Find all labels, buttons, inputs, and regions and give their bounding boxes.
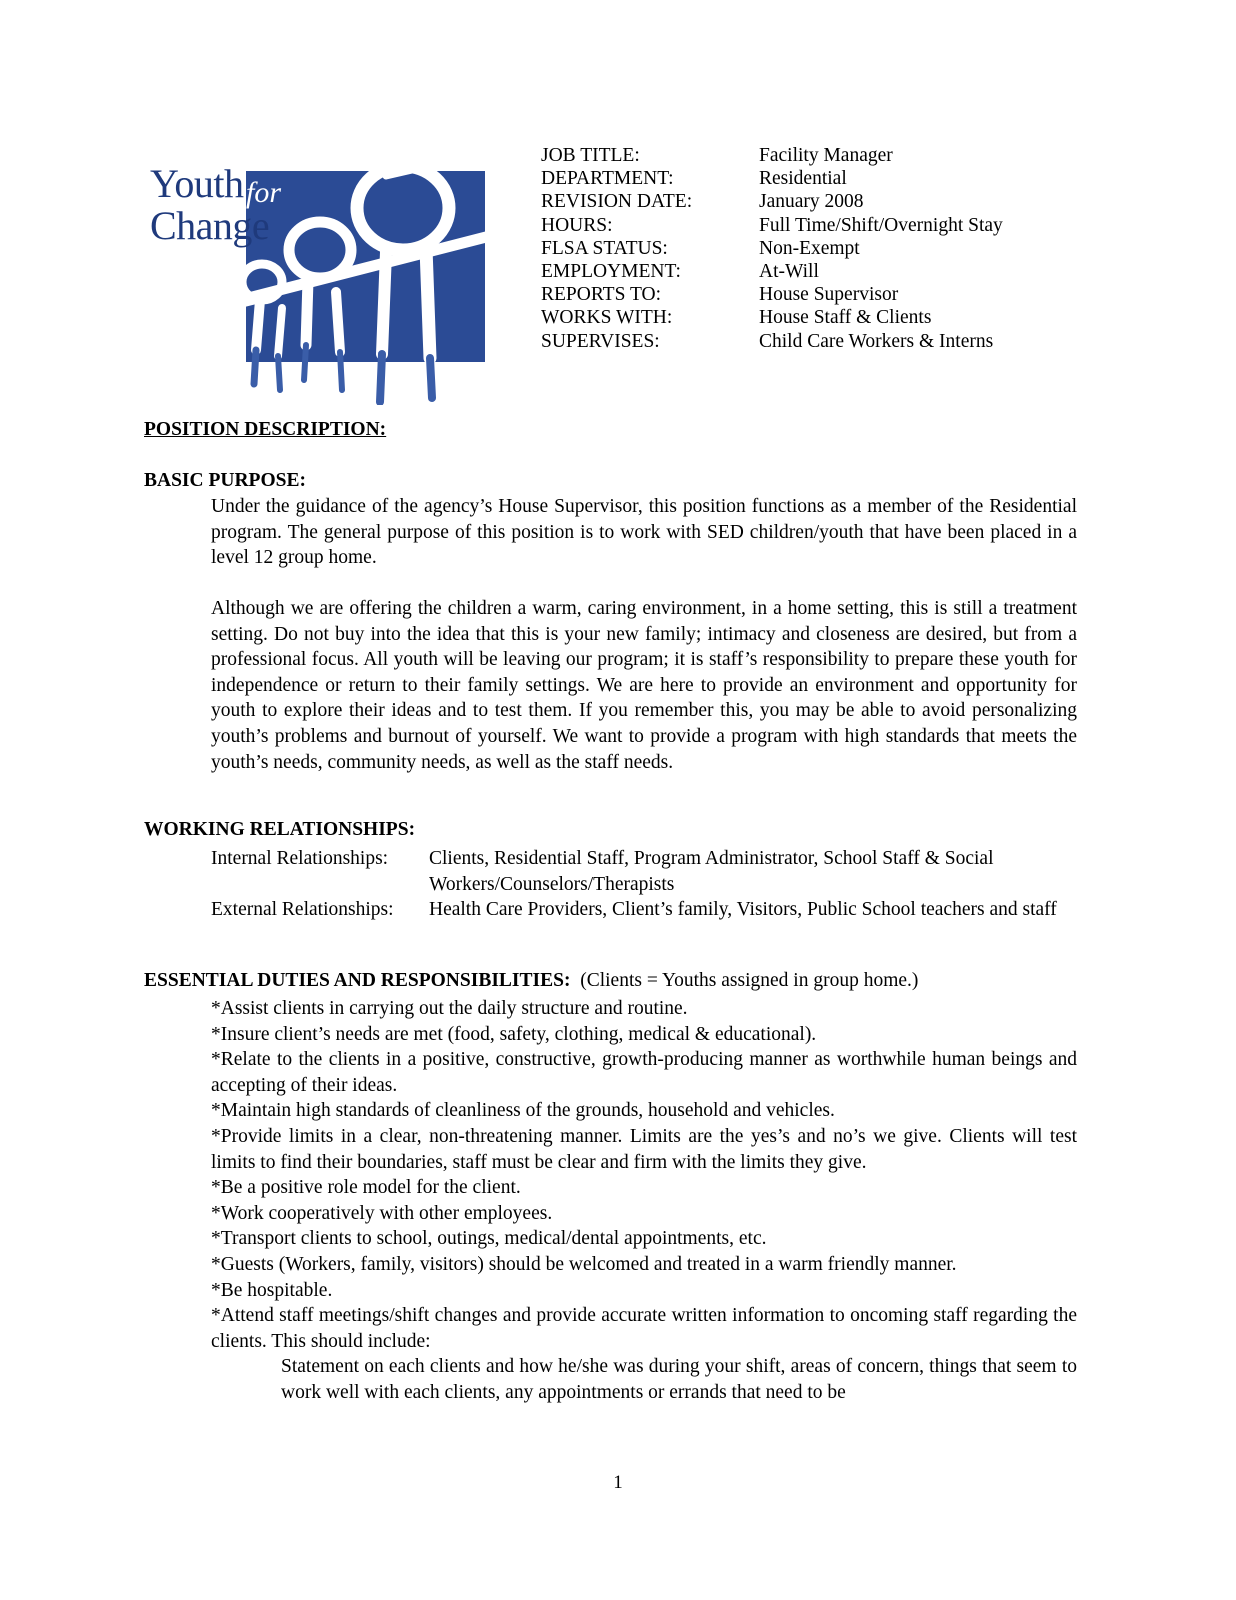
duty-item: *Work cooperatively with other employees. [211, 1202, 553, 1224]
heading-position-description: POSITION DESCRIPTION: [144, 419, 387, 440]
header-field-row [541, 190, 1003, 213]
essential-duties-list [211, 996, 1077, 1406]
field-label-reports-to: REPORTS TO: [541, 284, 662, 306]
relationship-label-internal: Internal Relationships: [211, 848, 389, 869]
duty-sub-item: Statement on each clients and how he/she was during your shift, areas of concern, things that seem to work well with each clients, any appointments or errands that need to be [281, 1356, 1077, 1403]
duty-item: *Guests (Workers, family, visitors) should be welcomed and treated in a warm friendly manner. [211, 1253, 957, 1275]
field-value-job-title: Facility Manager [759, 145, 893, 166]
job-header-fields [541, 144, 1003, 353]
basic-purpose-paragraph-2: Although we are offering the children a warm, caring environment, in a home setting, this is still a treatment setting. Do not buy into the idea that this is your new family; intimacy and closeness are desired, but from a professional focus. All youth will be leaving our program; it is staff’s responsibility to prepare these youth for independence or return to their family settings. We are here to provide an environment and opportunity for youth to explore their ideas and to test them. If you remember this, you may be able to avoid personalizing youth’s problems and burnout of yourself. We want to provide a program with high standards that meets the youth’s needs, community needs, as well as the staff needs. [211, 598, 1077, 773]
logo-line-change: Change [150, 203, 270, 248]
field-value-works-with: House Staff & Clients [759, 307, 932, 329]
duty-item: *Be hospitable. [211, 1279, 333, 1301]
document-header [0, 130, 1236, 400]
header-field-row [541, 167, 1003, 190]
duty-item: *Maintain high standards of cleanliness of the grounds, household and vehicles. [211, 1100, 835, 1122]
relationship-label-external: External Relationships: [211, 899, 394, 921]
field-label-revision-date: REVISION DATE: [541, 191, 693, 213]
duty-item: *Transport clients to school, outings, medical/dental appointments, etc. [211, 1228, 767, 1250]
page-number: 1 [613, 1472, 623, 1493]
field-value-hours: Full Time/Shift/Overnight Stay [759, 214, 1003, 236]
logo-script-for: for [246, 176, 282, 209]
field-value-revision-date: January 2008 [759, 191, 864, 213]
organization-logo [150, 140, 520, 405]
field-label-flsa-status: FLSA STATUS: [541, 237, 668, 259]
relationship-value-external: Health Care Providers, Client’s family, Visitors, Public School teachers and staff [429, 899, 1057, 921]
header-field-row [541, 237, 1003, 260]
heading-essential-duties-text: ESSENTIAL DUTIES AND RESPONSIBILITIES: [144, 970, 571, 991]
field-label-employment: EMPLOYMENT: [541, 261, 681, 283]
header-field-row [541, 330, 1003, 353]
header-field-row [541, 306, 1003, 329]
field-value-flsa-status: Non-Exempt [759, 237, 860, 259]
duty-item: *Be a positive role model for the client. [211, 1177, 521, 1199]
heading-essential-duties-note: (Clients = Youths assigned in group home.) [580, 970, 919, 991]
duty-item: *Provide limits in a clear, non-threatening manner. Limits are the yes’s and no’s we give. Clients will test limits to find their boundaries, staff must be clear and firm with the limits they give. [211, 1125, 1077, 1173]
header-field-row [541, 214, 1003, 237]
field-label-works-with: WORKS WITH: [541, 307, 673, 329]
relationship-row-external [211, 897, 1091, 923]
duty-item: *Relate to the clients in a positive, constructive, growth-producing manner as worthwhile human beings and accepting of their ideas. [211, 1049, 1077, 1096]
field-value-employment: At-Will [759, 261, 819, 283]
duty-item: *Attend staff meetings/shift changes and provide accurate written information to oncoming staff regarding the clients. This should include: [211, 1305, 1077, 1352]
field-value-reports-to: House Supervisor [759, 284, 899, 306]
field-label-job-title: JOB TITLE: [541, 145, 640, 166]
field-label-hours: HOURS: [541, 214, 613, 236]
relationship-value-internal: Clients, Residential Staff, Program Administrator, School Staff & Social Workers/Counselors/Therapists [429, 848, 994, 895]
basic-purpose-paragraph-1: Under the guidance of the agency’s House Supervisor, this position functions as a member of the Residential program. The general purpose of this position is to work with SED children/youth that have been placed in a level 12 group home. [211, 496, 1077, 569]
header-field-row [541, 260, 1003, 283]
heading-basic-purpose: BASIC PURPOSE: [144, 470, 306, 491]
logo-line-youth: Youth [150, 161, 244, 206]
heading-working-relationships: WORKING RELATIONSHIPS: [144, 819, 416, 840]
relationship-row-internal [211, 846, 1091, 897]
heading-essential-duties [144, 970, 918, 992]
field-value-department: Residential [759, 168, 847, 190]
header-field-row [541, 283, 1003, 306]
header-field-row [541, 144, 1003, 167]
field-label-department: DEPARTMENT: [541, 168, 674, 190]
working-relationships-table [211, 846, 1091, 923]
field-value-supervises: Child Care Workers & Interns [759, 330, 994, 352]
field-label-supervises: SUPERVISES: [541, 330, 660, 352]
duty-item: *Assist clients in carrying out the daily structure and routine. [211, 998, 688, 1019]
duty-item: *Insure client’s needs are met (food, safety, clothing, medical & educational). [211, 1023, 817, 1045]
